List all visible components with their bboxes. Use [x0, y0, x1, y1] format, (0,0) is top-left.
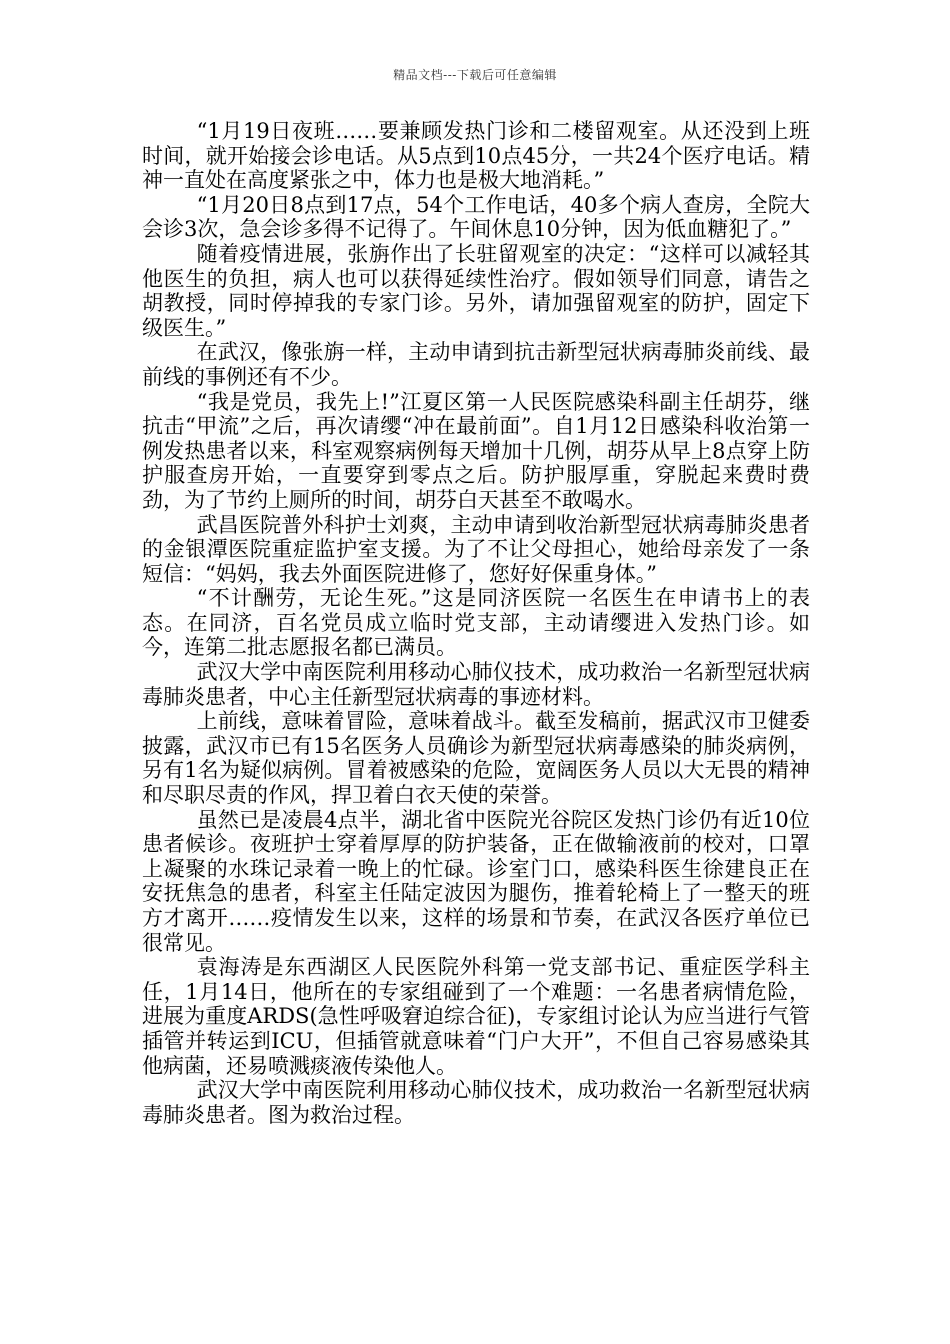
paragraph: 随着疫情进展，张旃作出了长驻留观室的决定：“这样可以减轻其他医生的负担，病人也可以获得延续性治疗。假如领导们同意，请告之胡教授，同时停掉我的专家门诊。另外，请加强留观室的防护，固定下级医生。” — [142, 241, 810, 340]
paragraph: “1月20日8点到17点，54个工作电话，40多个病人查房，全院大会诊3次，急会诊多得不记得了。午间休息10分钟，因为低血糖犯了。” — [142, 192, 810, 242]
paragraph: 上前线，意味着冒险，意味着战斗。截至发稿前，据武汉市卫健委披露，武汉市已有15名医务人员确诊为新型冠状病毒感染的肺炎病例，另有1名为疑似病例。冒着被感染的危险，宽阔医务人员以大无畏的精神和尽职尽责的作风，捍卫着白衣天使的荣誉。 — [142, 709, 810, 808]
paragraph: 武汉大学中南医院利用移动心肺仪技术，成功救治一名新型冠状病毒肺炎患者，中心主任新型冠状病毒的事迹材料。 — [142, 660, 810, 709]
paragraph: 虽然已是凌晨4点半，湖北省中医院光谷院区发热门诊仍有近10位患者候诊。夜班护士穿着厚厚的防护装备，正在做输液前的校对，口罩上凝聚的水珠记录着一晚上的忙碌。诊室门口，感染科医生徐建良正在安抚焦急的患者，科室主任陆定波因为腿伤，推着轮椅上了一整天的班方才离开……疫情发生以来，这样的场景和节奏，在武汉各医疗单位已很常见。 — [142, 807, 810, 955]
paragraph: 武昌医院普外科护士刘爽，主动申请到收治新型冠状病毒肺炎患者的金银潭医院重症监护室支援。为了不让父母担心，她给母亲发了一条短信：“妈妈，我去外面医院进修了，您好好保重身体。” — [142, 512, 810, 586]
page-header: 精品文档---下载后可任意编辑 — [393, 68, 557, 82]
paragraph: 武汉大学中南医院利用移动心肺仪技术，成功救治一名新型冠状病毒肺炎患者。图为救治过程。 — [142, 1078, 810, 1127]
article-body — [142, 119, 810, 1127]
paragraph: 在武汉，像张旃一样，主动申请到抗击新型冠状病毒肺炎前线、最前线的事例还有不少。 — [142, 340, 810, 389]
paragraph: “不计酬劳，无论生死。”这是同济医院一名医生在申请书上的表态。在同济，百名党员成立临时党支部，主动请缨进入发热门诊。如今，连第二批志愿报名都已满员。 — [142, 586, 810, 660]
paragraph: 袁海涛是东西湖区人民医院外科第一党支部书记、重症医学科主任，1月14日，他所在的专家组碰到了一个难题：一名患者病情危险，进展为重度ARDS(急性呼吸窘迫综合征)，专家组讨论认为应当进行气管插管并转运到ICU，但插管就意味着“门户大开”，不但自己容易感染其他病菌，还易喷溅痰液传染他人。 — [142, 955, 810, 1078]
paragraph: “1月19日夜班……要兼顾发热门诊和二楼留观室。从还没到上班时间，就开始接会诊电话。从5点到10点45分，一共24个医疗电话。精神一直处在高度紧张之中，体力也是极大地消耗。” — [142, 119, 810, 193]
paragraph: “我是党员，我先上!”江夏区第一人民医院感染科副主任胡芬，继抗击“甲流”之后，再次请缨“冲在最前面”。自1月12日感染科收治第一例发热患者以来，科室观察病例每天增加十几例，胡芬从早上8点穿上防护服查房开始，一直要穿到零点之后。防护服厚重，穿脱起来费时费劲，为了节约上厕所的时间，胡芬白天甚至不敢喝水。 — [142, 389, 810, 512]
